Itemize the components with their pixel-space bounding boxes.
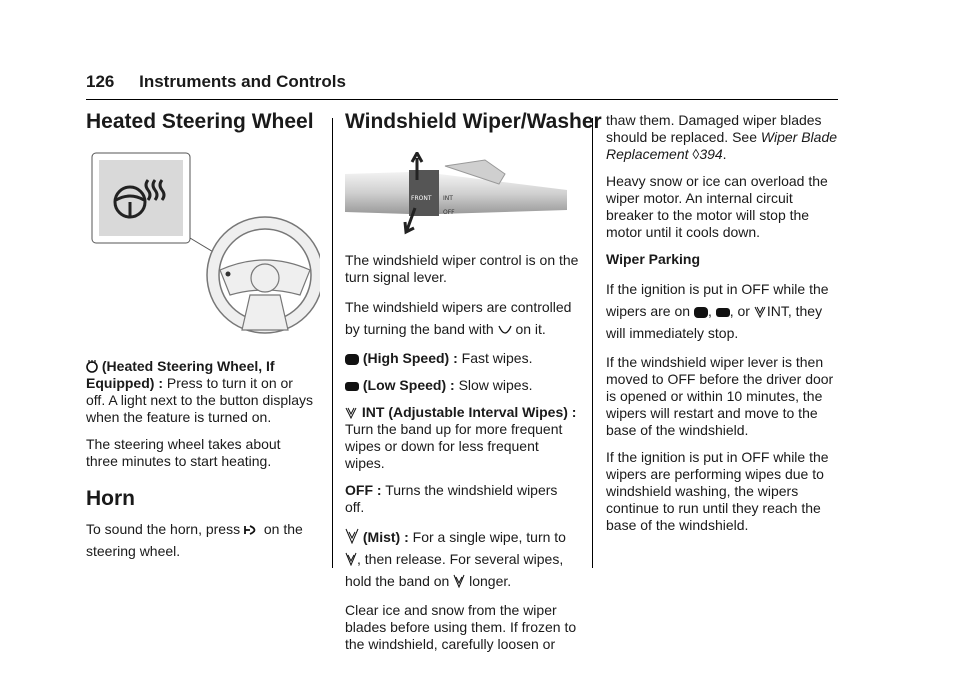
mist-icon-inline: [345, 552, 357, 566]
wiper-band-icon: [498, 324, 512, 336]
mist-label: (Mist) :: [362, 529, 409, 545]
high-speed-text: Fast wipes.: [461, 350, 533, 366]
col3-p3b: they will immediately stop.: [606, 303, 823, 341]
wiper-heading: Windshield Wiper/Washer: [345, 110, 602, 133]
col3-p2: Heavy snow or ice can overload the wiper motor. An internal circuit breaker to the motor will stop the motor until it cools down.: [606, 173, 828, 240]
column-divider-1: [332, 118, 333, 568]
int-label: INT: [443, 195, 453, 202]
wiper-parking-heading: Wiper Parking: [606, 251, 701, 267]
col3-p4: If the windshield wiper lever is then moved to OFF before the driver door is opened or within 10 minutes, the wipers will restart and move to the base of the windshield.: [606, 354, 834, 438]
column-divider-2: [592, 118, 593, 568]
header-rule: [86, 99, 838, 100]
mist-icon-inline-2: [453, 574, 465, 588]
mist-icon: [345, 528, 359, 544]
col3-sep2: , or: [729, 303, 750, 319]
wiper-text: [345, 252, 580, 663]
horn-icon: [244, 524, 260, 536]
col3-p1-end: .: [722, 146, 727, 162]
heated-steering-wheel-figure: [90, 150, 320, 340]
wiper-lever-figure: [345, 152, 567, 240]
page-header: [86, 72, 346, 92]
high-speed-icon: [345, 354, 359, 365]
off-text: Turns the windshield wipers off.: [345, 482, 558, 515]
off-label: OFF: [443, 209, 455, 216]
off-label-text: OFF :: [345, 482, 382, 498]
mist-text-b: , then release. For several wipes, hold the band on: [345, 551, 564, 589]
low-speed-label: (Low Speed) :: [362, 377, 455, 393]
interval-icon-inline: [754, 306, 767, 318]
col3-p5: If the ignition is put in OFF while the wipers are performing wipes due to windshield washing, the wipers continue to run until they reach the base of the windshield.: [606, 449, 829, 533]
heated-steering-item-label: (Heated Steering Wheel, If Equipped) :: [86, 358, 275, 391]
low-speed-icon-inline: [716, 307, 730, 318]
low-speed-icon: [345, 381, 359, 392]
heated-steering-item-text: Press to turn it on or off. A light next to the button displays when the feature is turned on.: [86, 375, 314, 425]
page-ref-number[interactable]: 394: [699, 146, 723, 162]
page-number: 126: [86, 72, 115, 91]
int-text: Turn the band up for more frequent wipes or down for less frequent wipes.: [345, 421, 563, 471]
mist-text-c: longer.: [469, 573, 512, 589]
wiper-p2b: on it.: [515, 321, 546, 337]
wiper-p1: The windshield wiper control is on the turn signal lever.: [345, 252, 579, 285]
wiper-p2a: The windshield wipers are controlled by turning the band with: [345, 299, 572, 337]
col3-int: INT,: [766, 303, 792, 319]
mist-text-a: For a single wipe, turn to: [412, 529, 566, 545]
section-title: Instruments and Controls: [139, 72, 346, 91]
wiper-blade-replacement-link[interactable]: Wiper Blade Replacement: [606, 129, 838, 162]
col3-p1a: thaw them. Damaged wiper blades should be replaced. See: [606, 112, 822, 145]
col3-p3a: If the ignition is put in OFF while the wipers are on: [606, 281, 829, 319]
clear-ice-para: Clear ice and snow from the wiper blades before using them. If frozen to the windshield, carefully loosen or: [345, 602, 577, 652]
page-ref-symbol: ◊: [692, 146, 700, 162]
horn-heading: Horn: [86, 487, 135, 510]
low-speed-text: Slow wipes.: [458, 377, 533, 393]
heating-time-para: The steering wheel takes about three minutes to start heating.: [86, 436, 281, 469]
high-speed-label: (High Speed) :: [362, 350, 458, 366]
heated-steering-text: [86, 358, 316, 480]
int-label-text: INT (Adjustable Interval Wipes) :: [361, 404, 577, 420]
horn-text-a: To sound the horn, press: [86, 521, 241, 537]
front-label: FRONT: [411, 195, 432, 202]
col3-sep1: ,: [707, 303, 712, 319]
wiper-text-continued: [606, 112, 841, 544]
heated-steering-icon: [86, 359, 98, 373]
interval-icon: [345, 407, 358, 419]
horn-text-b: on the steering wheel.: [86, 521, 303, 559]
high-speed-icon-inline: [694, 307, 708, 318]
horn-text: [86, 518, 326, 562]
heated-steering-heading: Heated Steering Wheel: [86, 110, 314, 133]
